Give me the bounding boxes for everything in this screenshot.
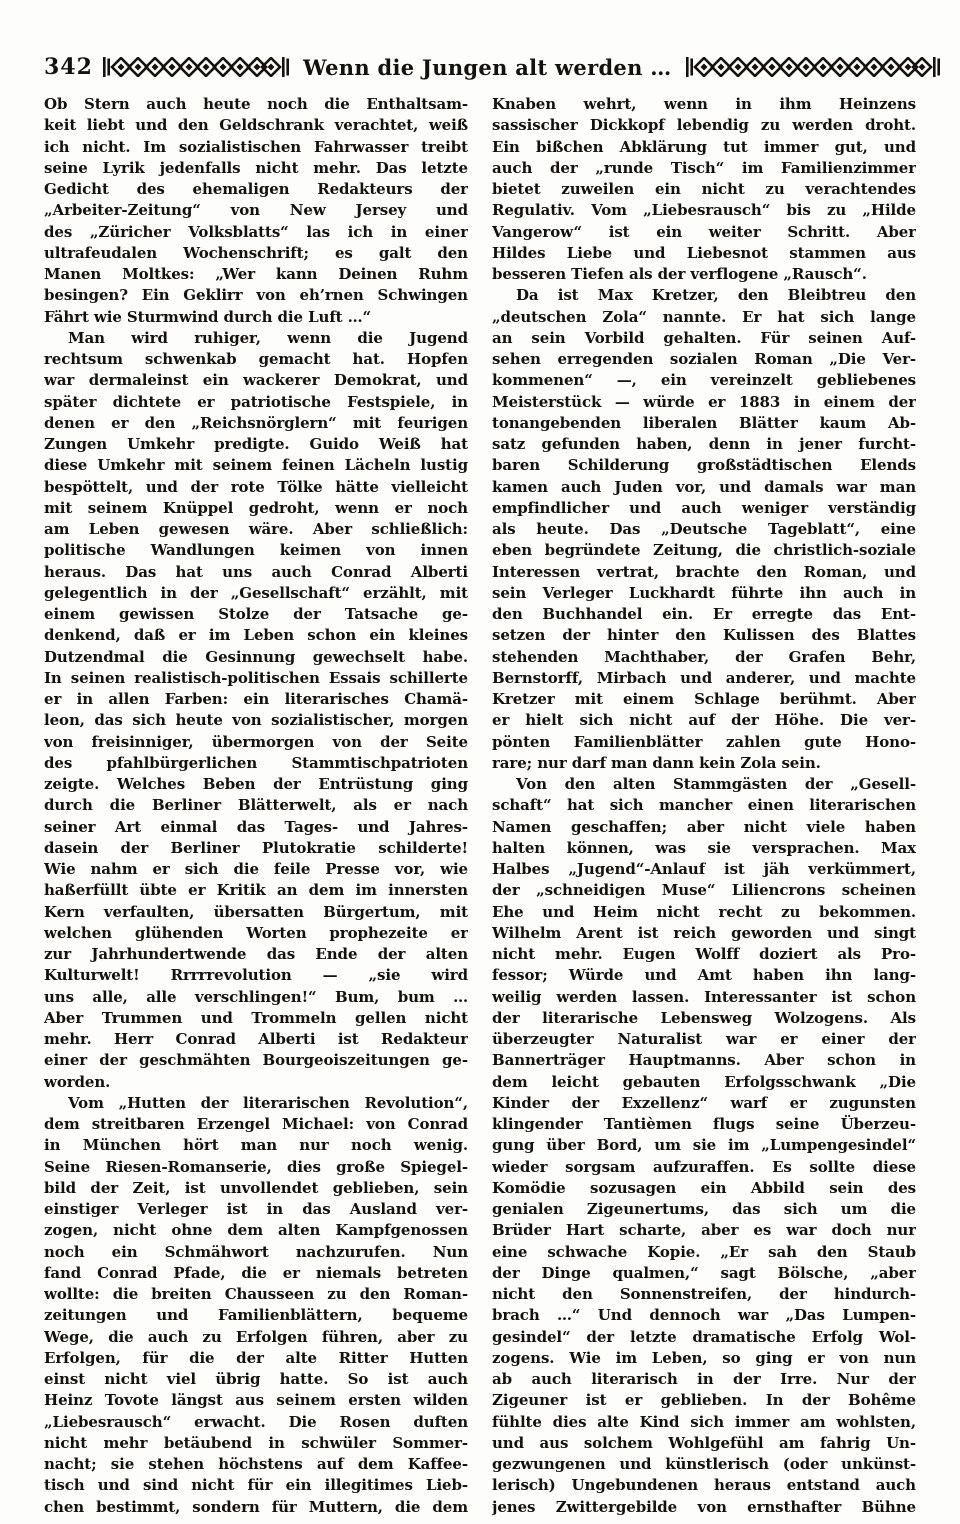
- text-line: rare; nur darf man dann kein Zola sein.: [492, 753, 821, 772]
- text-line: Interessen vertrat, brachte den Roman, und: [492, 562, 916, 581]
- text-line: Brüder Hart scharte, aber es war doch nur: [492, 1221, 916, 1240]
- text-line: halten können, was sie versprachen. Max: [492, 838, 916, 857]
- text-line: kamen auch Juden vor, und damals war man: [492, 477, 916, 496]
- text-line: leon, das sich heute von sozialistischer, morgen: [44, 711, 468, 730]
- text-line: bespöttelt, und der rote Tölke hätte vielleicht: [44, 477, 468, 496]
- text-line: Kretzer mit einem Schlage berühmt. Aber: [492, 690, 916, 708]
- text-line: zogen, nicht ohne dem alten Kampfgenossen: [44, 1221, 468, 1240]
- text-line: sassischer Dickkopf lebendig zu werden droht.: [492, 116, 916, 135]
- text-line: Ehe und Heim nicht recht zu bekommen.: [492, 902, 916, 921]
- text-line: gung über Bord, um sie im „Lumpengesindel“: [492, 1136, 916, 1155]
- text-line: seiner Art einmal das Tages- und Jahres-: [44, 817, 468, 836]
- text-column-right: [492, 94, 916, 1518]
- text-line: Gedicht des ehemaligen Redakteurs der: [44, 180, 468, 198]
- text-line: besseren Tiefen als der verflogene „Rausch“.: [492, 265, 867, 283]
- page-number: 342: [44, 54, 93, 80]
- text-line: der literarische Lebensweg Wolzogens. Als: [492, 1008, 916, 1027]
- text-line: nicht mehr. Eugen Wolff doziert als Pro-: [492, 945, 916, 963]
- text-line: dasein der Berliner Plutokratie schilderte!: [44, 838, 468, 857]
- text-line: der „schneidigen Muse“ Liliencrons scheinen: [492, 881, 916, 900]
- text-line: seine Lyrik jedenfalls nicht mehr. Das letzte: [44, 158, 468, 177]
- text-line: Knaben wehrt, wenn in ihm Heinzens: [492, 95, 916, 113]
- text-line: Hildes Liebe und Liebesnot stammen aus: [492, 243, 916, 262]
- text-line: Seine Riesen-Romanserie, dies große Spiegel-: [44, 1157, 468, 1176]
- text-line: des „Züricher Volksblatts“ las ich in einer: [44, 222, 468, 241]
- text-line: gelegentlich in der „Gesellschaft“ erzählt, mit: [44, 583, 468, 602]
- text-line: Dutzendmal die Gesinnung gewechselt habe.: [44, 647, 468, 666]
- text-line: fessor; Würde und Amt haben ihn lang-: [492, 966, 916, 985]
- text-line: „Arbeiter-Zeitung“ von New Jersey und: [44, 201, 468, 220]
- text-line: von freisinniger, übermorgen von der Seite: [44, 732, 468, 751]
- text-line: weilig werden lassen. Interessanter ist schon: [492, 987, 916, 1006]
- text-line: am Leben gewesen wäre. Aber schließlich:: [44, 520, 468, 538]
- text-line: einst nicht viel übrig hatte. So ist auch: [44, 1370, 468, 1388]
- text-line: schaft“ hat sich mancher einen literarischen: [492, 796, 916, 815]
- text-line: einer der geschmähten Bourgeoiszeitungen ge-: [44, 1051, 468, 1070]
- text-line: Halbes „Jugend“-Anlauf ist jäh verkümmert,: [492, 860, 916, 878]
- text-line: Kinder der Exzellenz“ warf er zugunsten: [492, 1093, 916, 1112]
- text-line: überzeugter Naturalist war er einer der: [492, 1030, 916, 1048]
- text-line: Zigeuner ist er geblieben. In der Bohême: [492, 1391, 916, 1410]
- text-line: bild der Zeit, ist unvollendet geblieben, sein: [44, 1178, 468, 1197]
- text-line: genialen Zigeunertums, das sich um die: [492, 1200, 916, 1218]
- text-line: ab auch literarisch in der Irre. Nur der: [492, 1370, 916, 1388]
- text-line: uns alle, alle verschlingen!“ Bum, bum …: [44, 987, 468, 1006]
- text-line: in München hört man nur noch wenig.: [44, 1136, 468, 1155]
- text-line: gezwungenen und künstlerisch (oder unkünst-: [492, 1455, 916, 1473]
- text-line: Da ist Max Kretzer, den Bleibtreu den: [516, 286, 916, 305]
- text-line: Bernstorff, Mirbach und anderer, und machte: [492, 668, 916, 687]
- text-line: Man wird ruhiger, wenn die Jugend: [68, 328, 468, 347]
- text-line: Ein bißchen Abklärung tut immer gut, und: [492, 137, 916, 156]
- text-line: gesindel“ der letzte dramatische Erfolg Wol-: [492, 1327, 916, 1346]
- text-line: er in allen Farben: ein literarisches Chamä-: [44, 690, 468, 708]
- text-line: Regulativ. Vom „Liebesrausch“ bis zu „Hilde: [492, 201, 916, 220]
- text-line: nicht mehr betäubend in schwüler Sommer-: [44, 1433, 468, 1452]
- text-line: einem gewissen Stolze der Tatsache ge-: [44, 605, 468, 623]
- text-line: zeigte. Welches Beben der Entrüstung ging: [44, 775, 468, 793]
- text-line: zogens. Wie im Leben, so ging er von nun: [492, 1348, 916, 1367]
- text-line: bietet zuweilen ein nicht zu verachtendes: [492, 180, 916, 198]
- text-line: einstiger Verleger ist in das Ausland ver-: [44, 1200, 468, 1218]
- text-line: rechtsum schwenkab gemacht hat. Hopfen: [44, 350, 468, 368]
- text-line: tisch und sind nicht für ein illegitimes Lieb-: [44, 1476, 468, 1495]
- page-header: [44, 52, 918, 82]
- text-line: dem streitbaren Erzengel Michael: von Conrad: [44, 1115, 468, 1133]
- text-line: des pfahlbürgerlichen Stammtischpatrioten: [44, 753, 468, 772]
- text-line: an sein Vorbild gehalten. Für seinen Auf-: [492, 328, 916, 347]
- text-line: fühlte dies alte Kind sich immer am wohlsten,: [492, 1412, 916, 1431]
- text-line: lerisch) Ungebundenen heraus entstand auch: [492, 1476, 916, 1495]
- text-line: diese Umkehr mit seinem feinen Lächeln lustig: [44, 456, 468, 475]
- text-line: empfindlicher und auch weniger verständig: [492, 498, 916, 517]
- text-line: Wie nahm er sich die feile Presse vor, wie: [44, 860, 468, 878]
- text-line: den Buchhandel ein. Er erregte das Ent-: [492, 605, 916, 623]
- chain-ornament-right: [686, 57, 940, 77]
- text-line: Manen Moltkes: „Wer kann Deinen Ruhm: [44, 265, 468, 283]
- text-line: Vom „Hutten der literarischen Revolution“,: [68, 1093, 468, 1112]
- text-line: kommenen“ —, ein vereinzelt gebliebenes: [492, 371, 916, 390]
- text-line: denkend, daß er im Leben schon ein kleines: [44, 626, 468, 645]
- text-line: er hielt sich nicht auf der Höhe. Die ver-: [492, 711, 916, 730]
- text-line: Vangerow“ ist ein weiter Schritt. Aber: [492, 222, 916, 241]
- text-line: denen er den „Reichsnörglern“ mit feurigen: [44, 413, 468, 432]
- text-line: ich nicht. Im sozialistischen Fahrwasser treibt: [44, 137, 468, 156]
- text-line: mehr. Herr Conrad Alberti ist Redakteur: [44, 1030, 468, 1048]
- text-line: dem leicht gebauten Erfolgsschwank „Die: [492, 1072, 916, 1091]
- text-line: später dichtete er patriotische Festspiele, in: [44, 392, 468, 411]
- text-line: eben begründete Zeitung, die christlich-soziale: [492, 541, 916, 560]
- text-line: nacht; sie stehen höchstens auf dem Kaffee-: [44, 1455, 468, 1473]
- text-line: Von den alten Stammgästen der „Gesell-: [516, 775, 916, 793]
- text-line: Erfolgen, für die der alte Ritter Hutten: [44, 1348, 468, 1367]
- text-line: jenes Zwittergebilde von ernsthafter Bühne: [492, 1497, 916, 1516]
- text-line: Bannerträger Hauptmanns. Aber schon in: [492, 1051, 916, 1070]
- text-line: sehen erregenden sozialen Roman „Die Ver-: [492, 350, 916, 368]
- text-line: Zungen Umkehr predigte. Guido Weiß hat: [44, 435, 468, 453]
- text-line: tonangebenden liberalen Blätter kaum Ab-: [492, 413, 916, 432]
- text-line: durch die Berliner Blätterwelt, als er nach: [44, 796, 468, 815]
- text-line: welchen glühenden Worten prophezeite er: [44, 923, 468, 942]
- text-line: „deutschen Zola“ nannte. Er hat sich lange: [492, 307, 916, 326]
- text-line: politische Wandlungen keimen von innen: [44, 541, 468, 560]
- text-line: worden.: [44, 1072, 111, 1091]
- text-line: Ob Stern auch heute noch die Enthaltsam-: [44, 95, 468, 113]
- page-title: Wenn die Jungen alt werden …: [302, 54, 672, 80]
- text-line: chen bestimmt, sondern für Muttern, die dem: [44, 1497, 468, 1516]
- text-line: haßerfüllt übte er Kritik an dem im innersten: [44, 881, 468, 900]
- text-line: und aus solchem Wohlgefühl am fahrig Un-: [492, 1433, 916, 1452]
- text-line: klingender Tantièmen flugs seine Überzeu-: [492, 1115, 916, 1133]
- text-line: fand Conrad Pfade, die er niemals betreten: [44, 1263, 468, 1282]
- text-line: wieder sorgsam aufzuraffen. Es sollte diese: [492, 1157, 916, 1176]
- chain-ornament-left: [103, 57, 289, 77]
- text-line: heraus. Das hat uns auch Conrad Alberti: [44, 562, 468, 581]
- text-line: satz gefunden haben, denn in jener furcht-: [492, 435, 916, 453]
- text-line: war dermaleinst ein wackerer Demokrat, und: [44, 371, 468, 390]
- text-line: mit seinem Knüppel gedroht, wenn er noch: [44, 498, 468, 517]
- text-line: Wege, die auch zu Erfolgen führen, aber zu: [44, 1327, 468, 1346]
- text-column-left: [44, 94, 468, 1518]
- text-line: baren Schilderung großstädtischen Elends: [492, 456, 916, 475]
- text-line: der Dinge qualmen,“ sagt Bölsche, „aber: [492, 1263, 916, 1282]
- text-line: Meisterstück — würde er 1883 in einem der: [492, 392, 916, 411]
- text-line: In seinen realistisch-politischen Essais schillerte: [44, 668, 468, 687]
- text-line: „Liebesrausch“ erwacht. Die Rosen duften: [44, 1412, 468, 1431]
- text-line: pönten Familienblätter zahlen gute Hono-: [492, 732, 916, 751]
- text-line: zeitungen und Familienblättern, bequeme: [44, 1306, 468, 1325]
- text-line: wollte: die breiten Chausseen zu den Roman-: [44, 1285, 468, 1303]
- text-line: Kern verfaulten, übersatten Bürgertum, mit: [44, 902, 468, 921]
- text-line: brach …“ Und dennoch war „Das Lumpen-: [492, 1306, 916, 1325]
- text-line: zur Jahrhundertwende das Ende der alten: [44, 945, 468, 963]
- text-line: noch ein Schmähwort nachzurufen. Nun: [44, 1242, 468, 1261]
- text-line: Kulturwelt! Rrrrrevolution — „sie wird: [44, 966, 468, 985]
- text-line: eine schwache Kopie. „Er sah den Staub: [492, 1242, 916, 1261]
- text-line: sein Verleger Luckhardt führte ihn auch in: [492, 583, 916, 602]
- text-line: ultrafeudalen Wochenschrift; es galt den: [44, 243, 468, 262]
- text-line: nicht den Sonnenstreifen, der hindurch-: [492, 1285, 916, 1303]
- text-line: als heute. Das „Deutsche Tageblatt“, eine: [492, 520, 916, 538]
- text-line: Komödie sozusagen ein Abbild sein des: [492, 1178, 916, 1197]
- text-line: keit liebt und den Geldschrank verachtet, weiß: [44, 116, 468, 135]
- text-line: Heinz Tovote längst aus seinem ersten wilden: [44, 1391, 468, 1410]
- text-line: Namen geschaffen; aber nicht viele haben: [492, 817, 916, 836]
- text-line: Wilhelm Arent ist reich geworden und singt: [492, 923, 916, 942]
- text-line: setzen der hinter den Kulissen des Blattes: [492, 626, 916, 645]
- text-line: stehenden Machthaber, der Grafen Behr,: [492, 647, 916, 666]
- text-line: Fährt wie Sturmwind durch die Luft …“: [44, 307, 372, 326]
- text-line: besingen? Ein Geklirr von eh’rnen Schwingen: [44, 286, 468, 305]
- text-line: auch der „runde Tisch“ im Familienzimmer: [492, 158, 916, 177]
- text-line: Aber Trummen und Trommeln gellen nicht: [44, 1008, 468, 1027]
